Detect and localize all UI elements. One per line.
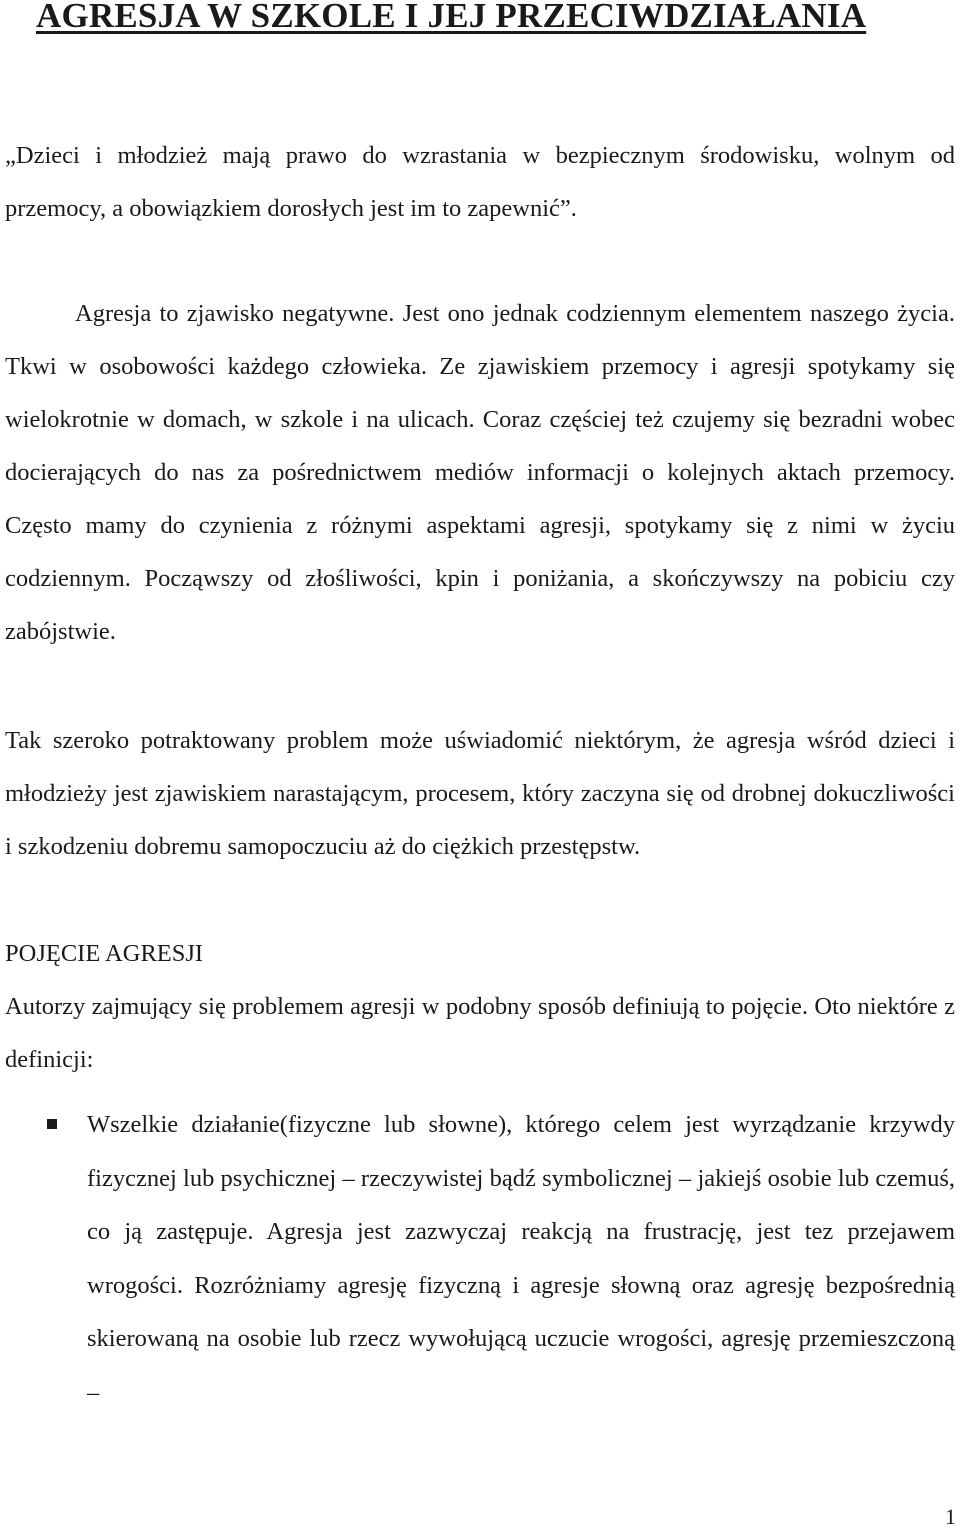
square-bullet-icon (47, 1119, 57, 1129)
document-title: AGRESJA W SZKOLE I JEJ PRZECIWDZIAŁANIA (36, 0, 867, 35)
intro-paragraph-text: Agresja to zjawisko negatywne. Jest ono jednak codziennym elementem naszego życia. Tkwi w osobowości każdego człowieka. Ze zjawiskiem przemocy i agresji spotykamy się wielokrotnie w domach, w szkole i na ulicach. Coraz częściej też czujemy się bezradni wobec docierających do nas za pośrednictwem mediów informacji o kolejnych aktach przemocy. Często mamy do czynienia z różnymi aspektami agresji, spotykamy się z nimi w życiu codziennym. Począwszy od złośliwości, kpin i poniżania, a skończywszy na pobiciu czy zabójstwie. (5, 300, 955, 645)
problem-paragraph: Tak szeroko potraktowany problem może uświadomić niektórym, że agresja wśród dzieci i młodzieży jest zjawiskiem narastającym, procesem, który zaczyna się od drobnej dokuczliwości i szkodzeniu dobremu samopoczuciu aż do ciężkich przestępstw. (5, 727, 955, 860)
opening-quote: „Dzieci i młodzież mają prawo do wzrastania w bezpiecznym środowisku, wolnym od przemocy, a obowiązkiem dorosłych jest im to zapewnić”. (5, 142, 955, 222)
list-item (0, 1098, 955, 1419)
definitions-list (0, 1098, 960, 1419)
page-number: 1 (945, 1504, 956, 1529)
section-heading: POJĘCIE AGRESJI (5, 940, 204, 967)
definition-text: Wszelkie działanie(fizyczne lub słowne), którego celem jest wyrządzanie krzywdy fizycznej lub psychicznej – rzeczywistej bądź symbolicznej – jakiejś osobie lub czemuś, co ją zastępuje. Agresja jest zazwyczaj reakcją na frustrację, jest tez przejawem wrogości. Rozróżniamy agresję fizyczną i agresje słowną oraz agresję bezpośrednią skierowaną na osobie lub rzecz wywołującą uczucie wrogości, agresję przemieszczoną – (87, 1111, 955, 1406)
definitions-intro-paragraph: Autorzy zajmujący się problemem agresji w podobny sposób definiują to pojęcie. Oto niektóre z definicji: (5, 993, 955, 1073)
intro-paragraph (5, 287, 955, 658)
